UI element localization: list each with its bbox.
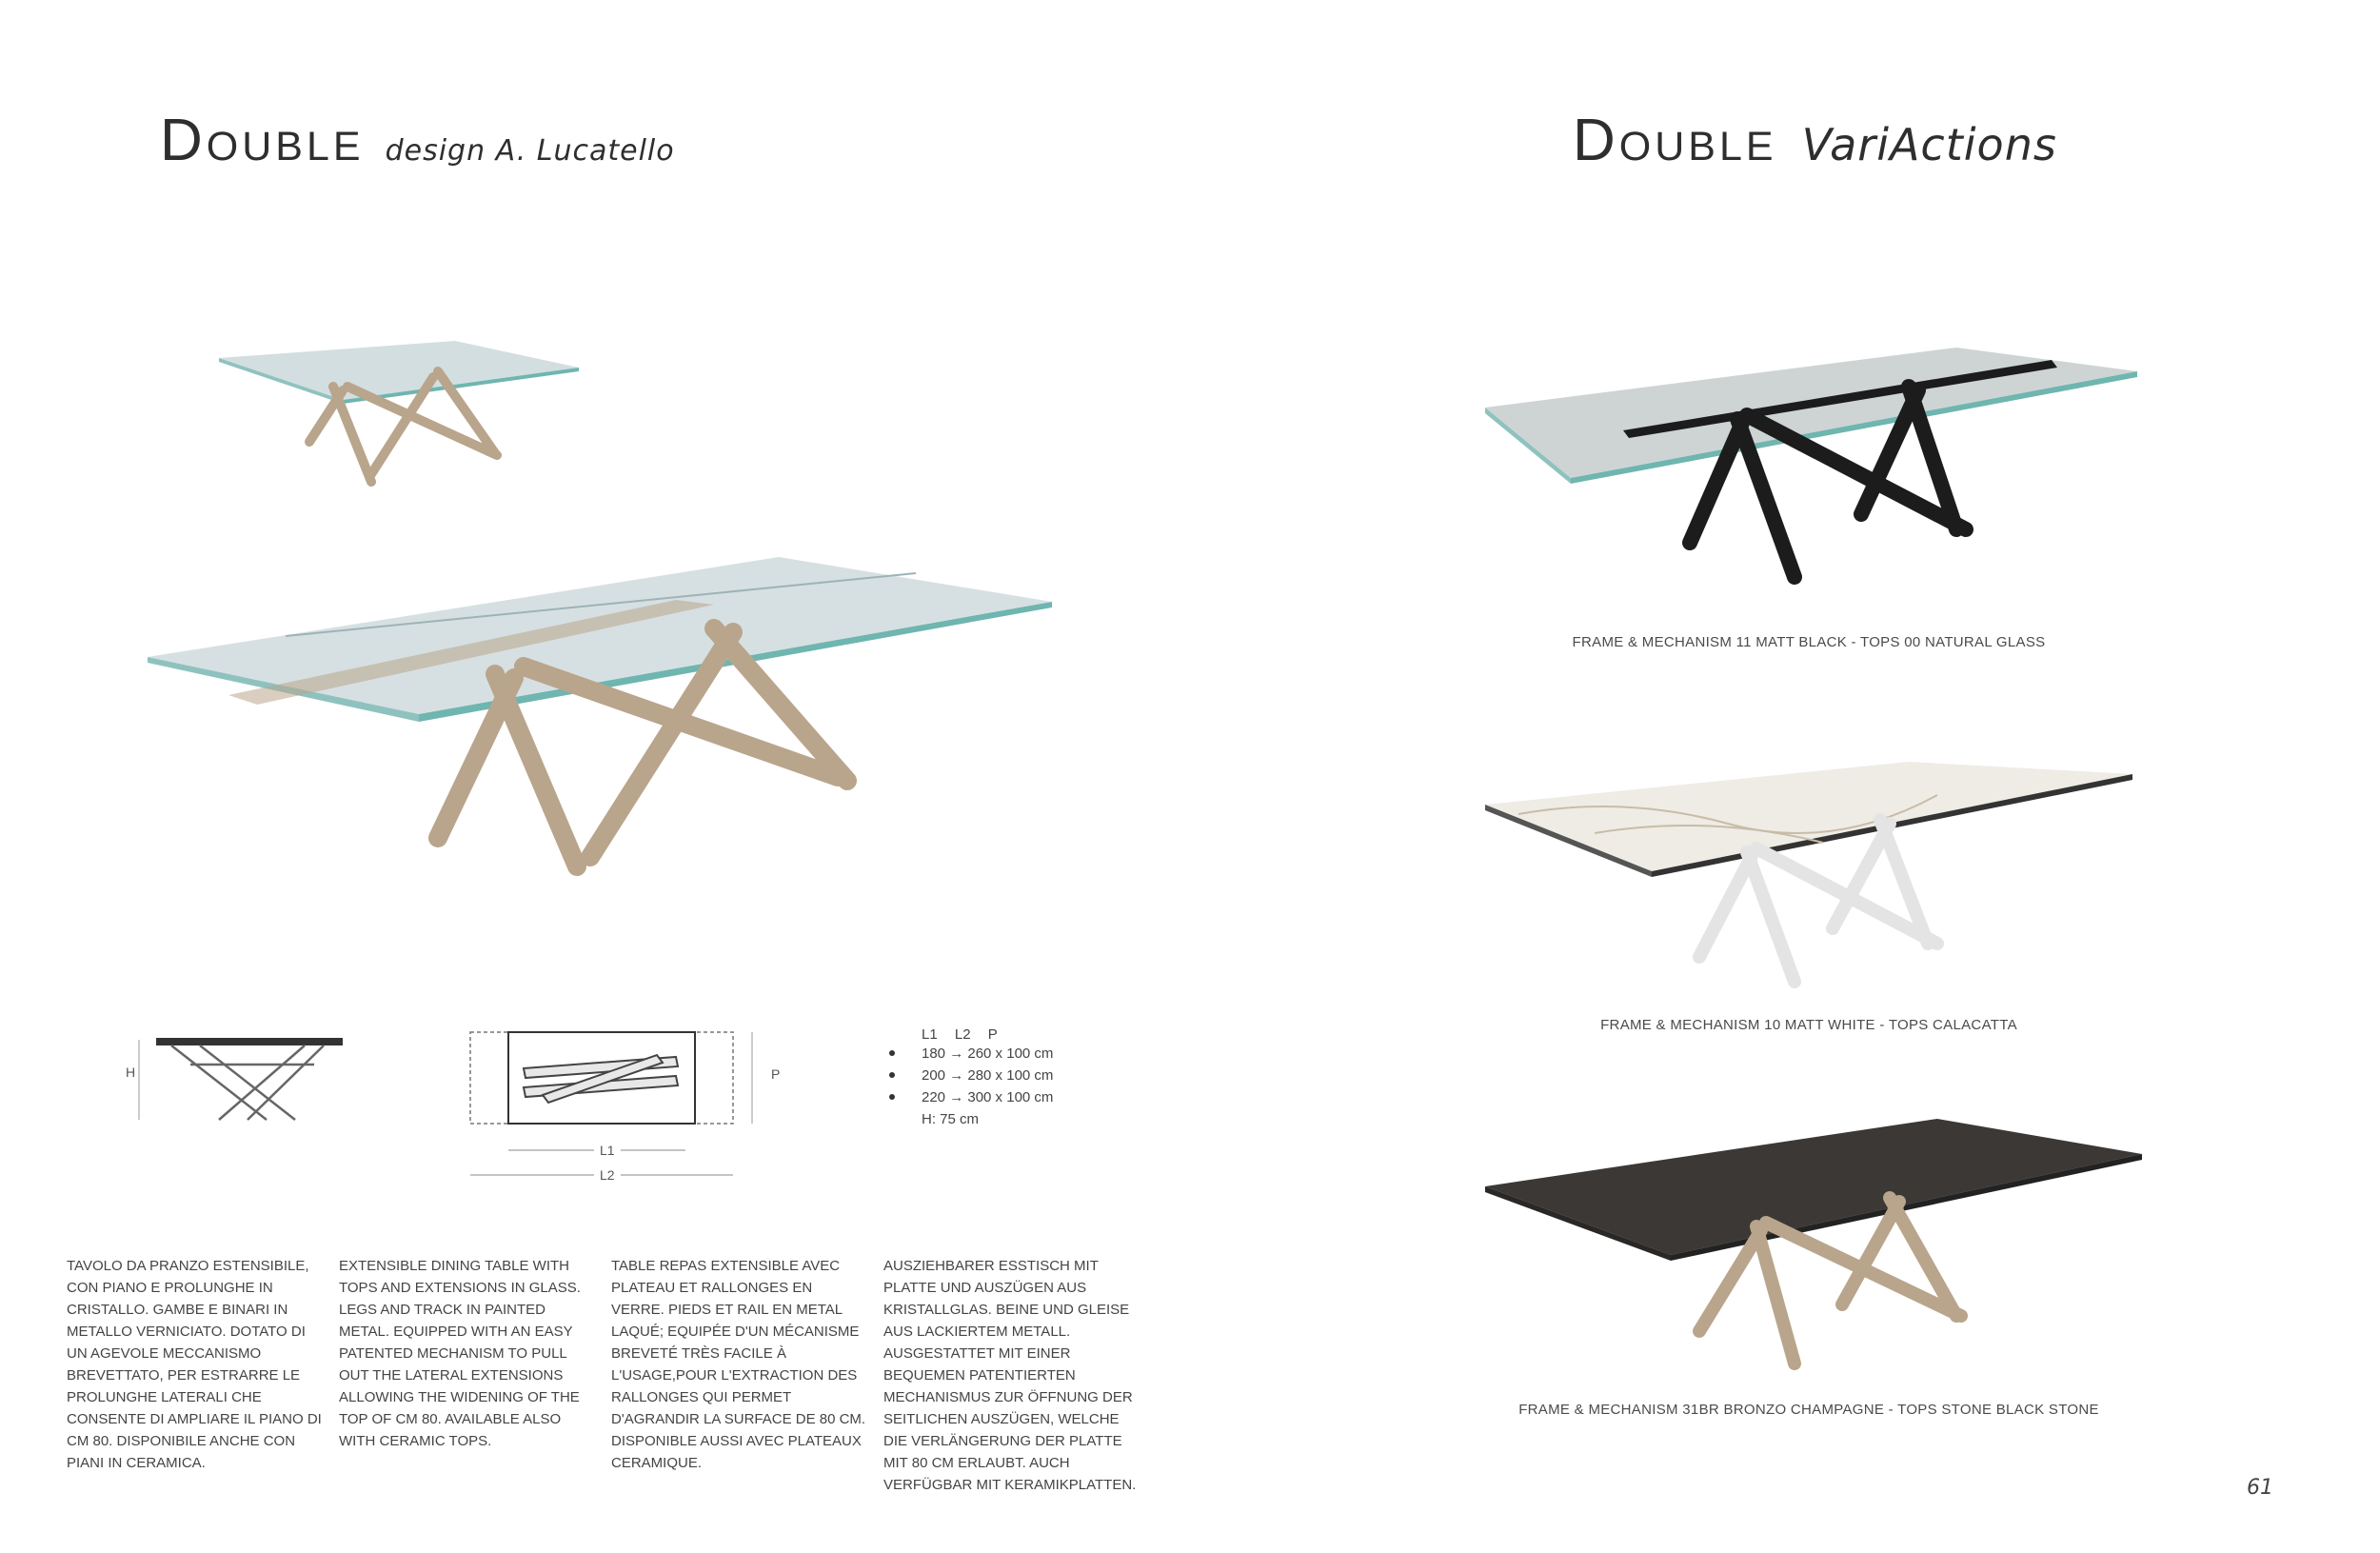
variations-subtitle: VariActions — [1801, 119, 2057, 170]
length-l1-label: L1 — [594, 1143, 621, 1158]
page-number: 61 — [2247, 1476, 2273, 1500]
description-italian: TAVOLO DA PRANZO ESTENSIBILE, CON PIANO E PROLUNGHE IN CRISTALLO. GAMBE E BINARI IN METALLO VERNICIATO. DOTATO DI UN AGEVOLE MECCANISMO BREVETTATO, PER ESTRARRE LE PROLUNGHE LATERALI CHE CONSENTE DI AMPLIARE IL PIANO DI CM 80. DISPONIBILE ANCHE CON PIANI IN CERAMICA. — [67, 1258, 322, 1471]
length-l2-label: L2 — [594, 1167, 621, 1183]
spec-header: L1 L2 P — [922, 1026, 998, 1043]
table-image-small — [209, 324, 590, 495]
spec-row: 180 → 260 x 100 cm — [878, 1043, 1053, 1065]
caption-white-variant: FRAME & MECHANISM 10 MATT WHITE - TOPS CALACATTA — [1600, 1017, 2017, 1033]
bullet-icon — [889, 1072, 895, 1078]
description-french: TABLE REPAS EXTENSIBLE AVEC PLATEAU ET RALLONGES EN VERRE. PIEDS ET RAIL EN METAL LAQUÉ; EQUIPÉE D'UN MÉCANISME BREVETÉ TRÈS FACILE À L'USAGE,POUR L'EXTRACTION DES RALLONGES QUI PERMET D'AGRANDIR LA SURFACE DE 80 CM. DISPONIBLE AUSSI AVEC PLATEAUX CERAMIQUE. — [611, 1258, 866, 1471]
variant-image-white — [1480, 757, 2147, 1005]
caption-stone-variant: FRAME & MECHANISM 31BR BRONZO CHAMPAGNE - TOPS STONE BLACK STONE — [1518, 1402, 2099, 1418]
bullet-icon — [889, 1094, 895, 1100]
right-heading — [1573, 107, 2057, 174]
description-german: AUSZIEHBARER ESSTISCH MIT PLATTE UND AUSZÜGEN AUS KRISTALLGLAS. BEINE UND GLEISE AUS LACKIERTEM METALL. AUSGESTATTET MIT EINER BEQUEMEN PATENTIERTEN MECHANISMUS ZUR ÖFFNUNG DER SEITLICHEN AUSZÜGEN, WELCHE DIE VERLÄNGERUNG DER PLATTE MIT 80 CM ERLAUBT. AUCH VERFÜGBAR MIT KERAMIKPLATTEN. — [883, 1258, 1137, 1493]
product-title: Double — [160, 108, 365, 173]
description-english: EXTENSIBLE DINING TABLE WITH TOPS AND EXTENSIONS IN GLASS. LEGS AND TRACK IN PAINTED METAL. EQUIPPED WITH AN EASY PATENTED MECHANISM TO PULL OUT THE LATERAL EXTENSIONS ALLOWING THE WIDENING OF THE TOP OF CM 80. AVAILABLE ALSO WITH CERAMIC TOPS. — [339, 1258, 581, 1449]
height-label: H — [126, 1065, 136, 1080]
designer-credit: design A. Lucatello — [385, 134, 675, 168]
table-image-large — [143, 552, 1057, 876]
top-view-drawing — [466, 1028, 790, 1181]
spec-height: H: 75 cm — [922, 1111, 980, 1127]
dimension-specs — [878, 1026, 1053, 1130]
depth-label: P — [771, 1066, 781, 1082]
side-view-drawing — [114, 1032, 362, 1127]
variations-title: Double — [1573, 108, 1777, 173]
bullet-icon — [889, 1050, 895, 1056]
spec-row: 220 → 300 x 100 cm — [878, 1086, 1053, 1108]
spec-row: 200 → 280 x 100 cm — [878, 1065, 1053, 1086]
variant-image-black — [1480, 343, 2147, 590]
variant-image-stone — [1480, 1114, 2147, 1381]
left-heading — [160, 107, 675, 174]
caption-black-variant: FRAME & MECHANISM 11 MATT BLACK - TOPS 00 NATURAL GLASS — [1572, 634, 2046, 650]
